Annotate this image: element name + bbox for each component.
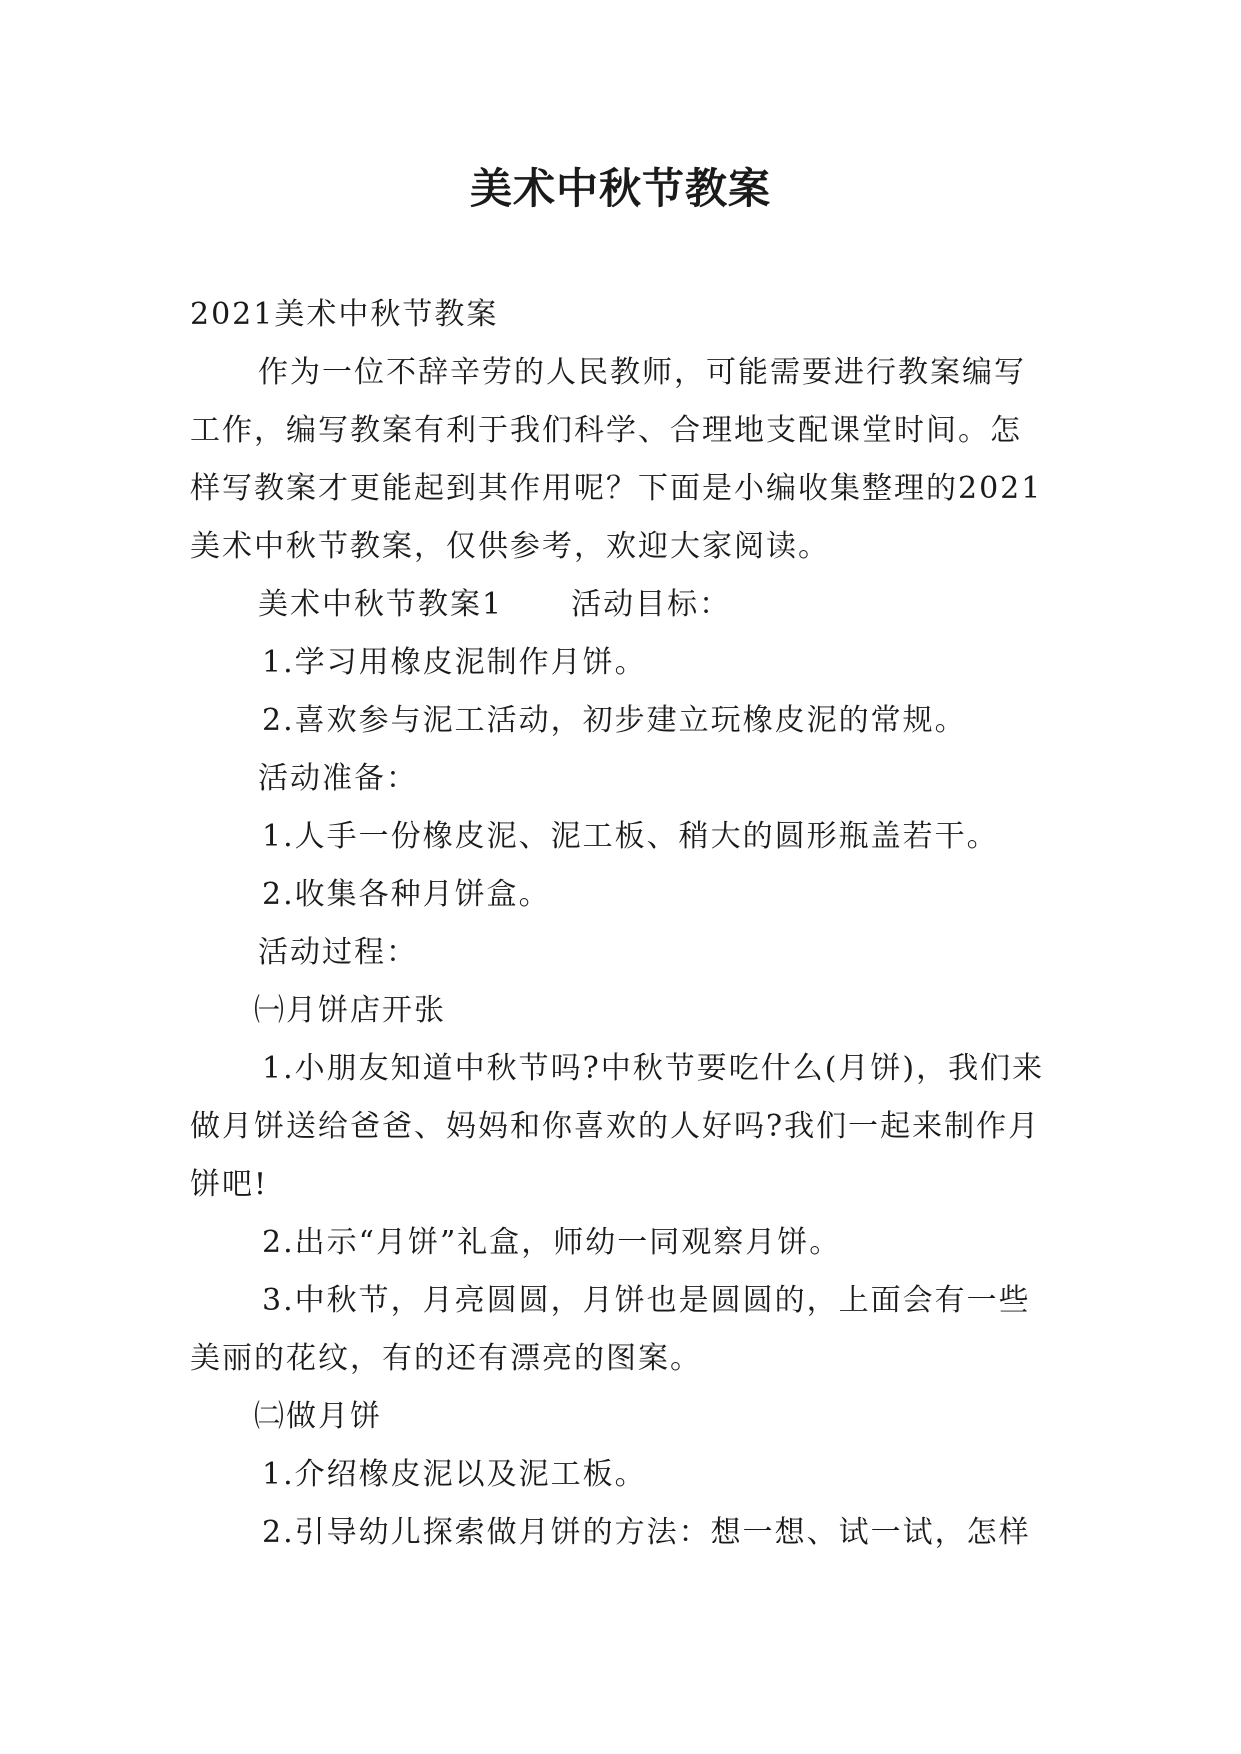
intro-paragraph: 作为一位不辞辛劳的人民教师，可能需要进行教案编写工作，编写教案有利于我们科学、合理地支配课堂时间。怎样写教案才更能起到其作用呢？下面是小编收集整理的2021美术中秋节教案，仅供参考，欢迎大家阅读。 — [190, 355, 1043, 564]
step-paragraph: 1.小朋友知道中秋节吗?中秋节要吃什么(月饼)，我们来做月饼送给爸爸、妈妈和你喜欢的人好吗?我们一起来制作月饼吧! — [190, 1051, 1045, 1202]
document-subtitle: 2021美术中秋节教案 — [190, 297, 499, 332]
step-paragraph: 2.引导幼儿探索做月饼的方法：想一想、试一试，怎样 — [262, 1515, 1031, 1550]
process-label: 活动过程： — [258, 935, 418, 970]
step-paragraph: 2.出示“月饼”礼盒，师幼一同观察月饼。 — [262, 1225, 842, 1260]
step-paragraph: 3.中秋节，月亮圆圆，月饼也是圆圆的，上面会有一些美丽的花纹，有的还有漂亮的图案。 — [190, 1283, 1031, 1376]
section-heading: 美术中秋节教案1 — [258, 587, 504, 622]
goals-label: 活动目标： — [571, 587, 732, 622]
document-body — [190, 286, 1050, 1562]
goal-item: 2.喜欢参与泥工活动，初步建立玩橡皮泥的常规。 — [262, 703, 967, 738]
prep-item: 2.收集各种月饼盒。 — [262, 877, 551, 912]
prep-label: 活动准备： — [258, 761, 418, 796]
document-title: 美术中秋节教案 — [469, 164, 771, 213]
section-heading-line — [190, 576, 1050, 634]
step-paragraph: 1.介绍橡皮泥以及泥工板。 — [262, 1457, 647, 1492]
part-heading: ㈠月饼店开张 — [254, 993, 446, 1028]
part-heading: ㈡做月饼 — [254, 1399, 382, 1434]
prep-item: 1.人手一份橡皮泥、泥工板、稍大的圆形瓶盖若干。 — [262, 819, 999, 854]
goal-item: 1.学习用橡皮泥制作月饼。 — [262, 645, 647, 680]
